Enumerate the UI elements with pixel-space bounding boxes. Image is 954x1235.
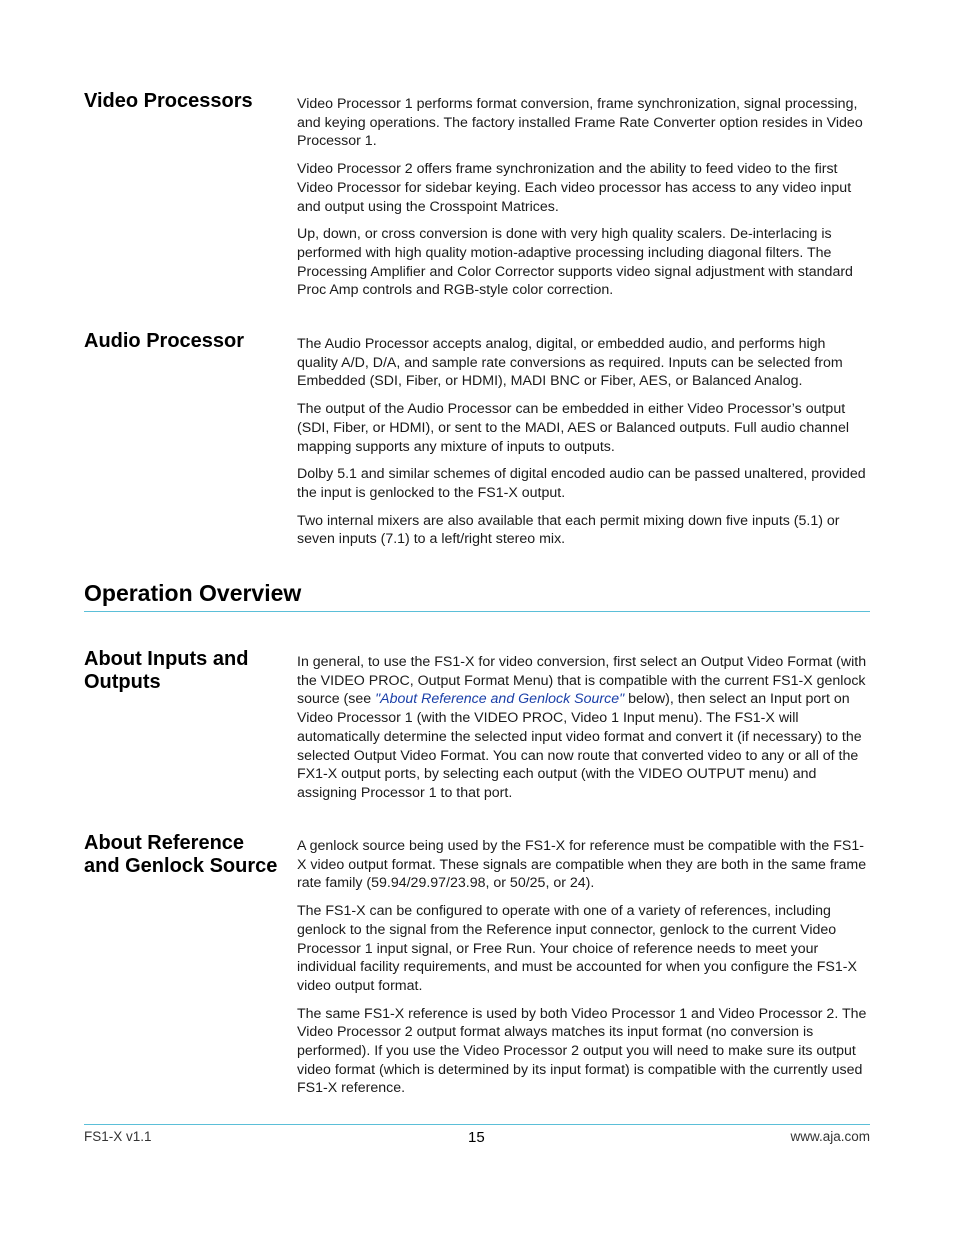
heading-line: Outputs bbox=[84, 671, 161, 693]
section-body bbox=[297, 335, 869, 558]
paragraph-text: In general, to use the FS1-X for video conversion, first select an Output Video Format (with the VIDEO PROC, Output Format Menu) that is compatible with the current FS1-X genlock source (see bbox=[297, 654, 867, 708]
title-divider bbox=[84, 611, 870, 612]
footer-version: FS1-X v1.1 bbox=[84, 1129, 152, 1144]
heading-line: About Inputs and bbox=[84, 648, 249, 670]
section-heading: Audio Processor bbox=[84, 330, 245, 352]
footer-divider bbox=[84, 1124, 870, 1125]
section-body bbox=[297, 95, 869, 309]
section-heading bbox=[84, 832, 284, 878]
paragraph: Video Processor 2 offers frame synchronization and the ability to feed video to the first Video Processor for sidebar keying. Each video processor has access to any video input and output using the Crosspoint Matrices. bbox=[297, 161, 852, 215]
paragraph: The output of the Audio Processor can be embedded in either Video Processor’s output (SDI, Fiber, or HDMI), or sent to the MADI, AES or Balanced outputs. Full audio channel mapping supports any mixture of inputs to outputs. bbox=[297, 401, 849, 455]
section-body bbox=[297, 653, 869, 812]
paragraph: Dolby 5.1 and similar schemes of digital encoded audio can be passed unaltered, provided the input is genlocked to the FS1-X output. bbox=[297, 466, 866, 501]
section-body bbox=[297, 837, 869, 1107]
paragraph-text: below), then select an Input port on Video Processor 1 (with the VIDEO PROC, Video 1 Input menu). The FS1-X will automatically determine the selected input video format and convert it (if necessary) to the selected Output Video Format. You can now route that converted video to any or all of the FX1-X output ports, by selecting each output (with the VIDEO OUTPUT menu) and assigning Processor 1 to that port. bbox=[297, 691, 862, 801]
cross-reference-link[interactable]: "About Reference and Genlock Source" bbox=[375, 691, 625, 708]
heading-line: and Genlock Source bbox=[84, 855, 278, 877]
section-heading: Video Processors bbox=[84, 90, 253, 112]
page-number: 15 bbox=[468, 1129, 485, 1146]
paragraph: Two internal mixers are also available that each permit mixing down five inputs (5.1) or seven inputs (7.1) to a left/right stereo mix. bbox=[297, 512, 840, 548]
paragraph: The FS1-X can be configured to operate with one of a variety of references, including genlock to the signal from the Reference input connector, genlock to the current Video Processor 1 input signal, or Free Run. Your choice of reference needs to meet your individual facility requirements, and must be accounted for when you configure the FS1-X video output format. bbox=[297, 903, 857, 994]
paragraph bbox=[297, 653, 869, 803]
paragraph: The same FS1-X reference is used by both Video Processor 1 and Video Processor 2. The Video Processor 2 output format always matches its input format (no conversion is performed). If you use the Video Processor 2 output you will need to make sure its output video format (which is determined by its input format) is compatible with the currently used FS1-X reference. bbox=[297, 1005, 867, 1097]
paragraph: A genlock source being used by the FS1-X for reference must be compatible with the FS1-X video output format. These signals are compatible when they are both in the same frame rate family (59.94/29.97/23.98, or 50/25, or 24). bbox=[297, 838, 867, 892]
page-title: Operation Overview bbox=[84, 580, 302, 606]
paragraph: The Audio Processor accepts analog, digital, or embedded audio, and performs high quality A/D, D/A, and sample rate conversions as required. Inputs can be selected from Embedded (SDI, Fiber, or HDMI), MADI BNC or Fiber, AES, or Balanced Analog. bbox=[297, 336, 843, 390]
paragraph: Up, down, or cross conversion is done with very high quality scalers. De-interlacing is performed with high quality motion-adaptive processing including diagonal filters. The Processing Amplifier and Color Corrector supports video signal adjustment with standard Proc Amp controls and RGB-style color correction. bbox=[297, 226, 853, 299]
footer-website-link[interactable]: www.aja.com bbox=[790, 1129, 870, 1144]
heading-line: About Reference bbox=[84, 832, 245, 854]
section-heading bbox=[84, 648, 284, 694]
paragraph: Video Processor 1 performs format conversion, frame synchronization, signal processing, and keying operations. The factory installed Frame Rate Converter option resides in Video Processor 1. bbox=[297, 96, 863, 150]
